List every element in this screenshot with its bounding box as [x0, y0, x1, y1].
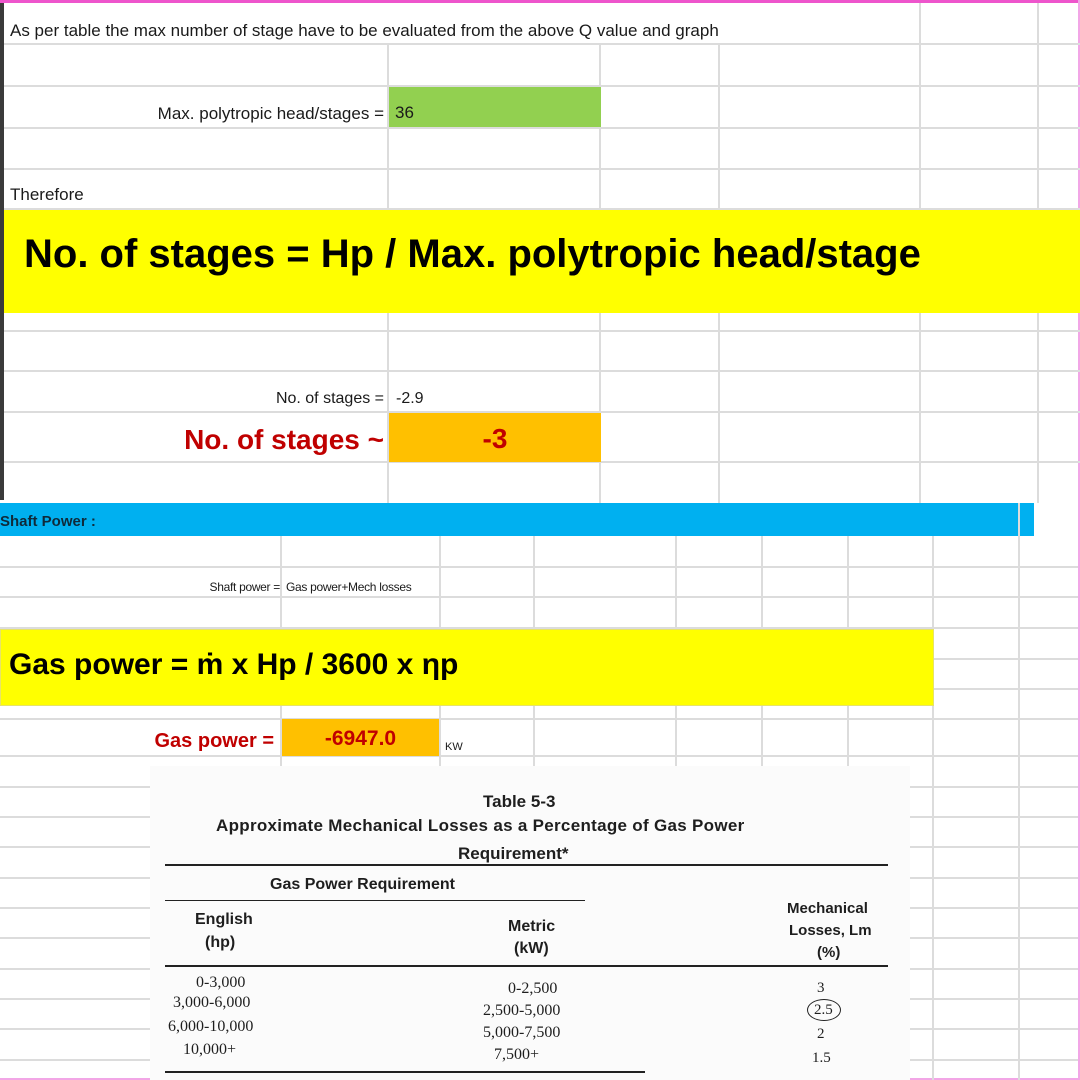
- gas-power-value: -6947.0: [324, 727, 397, 750]
- col-metric-line1: Metric: [508, 918, 556, 935]
- gas-power-unit: KW: [445, 741, 463, 753]
- max-head-cell[interactable]: [389, 87, 601, 127]
- therefore-label: Therefore: [10, 185, 84, 204]
- frame-top-border: [0, 0, 1080, 3]
- cell-english: 6,000-10,000: [168, 1018, 254, 1035]
- cell-metric: 7,500+: [494, 1046, 540, 1063]
- gas-power-cell[interactable]: [282, 719, 439, 756]
- table-caption: Table 5-3: [483, 792, 556, 811]
- col-loss-line3: (%): [817, 944, 841, 961]
- cell-metric: 5,000-7,500: [483, 1024, 561, 1041]
- table-title-line1: Approximate Mechanical Losses as a Percentage of Gas Power: [216, 816, 745, 835]
- shaft-power-header: Shaft Power :: [0, 513, 96, 530]
- cell-english: 0-3,000: [196, 974, 246, 991]
- cell-loss: 2: [817, 1026, 825, 1042]
- gas-power-formula-text: Gas power = ṁ x Hp / 3600 x ηp: [9, 648, 459, 681]
- gas-power-label: Gas power =: [154, 730, 274, 752]
- col-english-line2: (hp): [205, 934, 236, 951]
- reference-table-image: [150, 766, 910, 1080]
- cell-english: 3,000-6,000: [173, 994, 251, 1011]
- cell-english: 10,000+: [183, 1041, 237, 1058]
- group-header: Gas Power Requirement: [270, 876, 455, 893]
- stages-approx-cell[interactable]: [389, 413, 601, 462]
- col-metric-line2: (kW): [514, 940, 549, 957]
- cell-loss: 2.5: [814, 1002, 833, 1018]
- cell-loss: 3: [817, 980, 825, 996]
- max-head-label: Max. polytropic head/stages =: [157, 104, 384, 123]
- shaft-power-header-bar: [0, 503, 1034, 536]
- cell-loss: 1.5: [812, 1050, 831, 1066]
- stages-formula-text: No. of stages = Hp / Max. polytropic head/stage: [24, 232, 921, 276]
- col-english-line1: English: [195, 911, 253, 928]
- stages-approx-value: -3: [482, 423, 508, 454]
- max-head-value: 36: [395, 103, 414, 122]
- table-title-line2: Requirement*: [458, 844, 569, 863]
- gas-power-formula-banner: [0, 629, 934, 706]
- stages-calc-value[interactable]: -2.9: [396, 390, 424, 407]
- stages-formula-banner: [4, 210, 1080, 313]
- stages-approx-label: No. of stages ~: [184, 424, 384, 455]
- stages-calc-label: No. of stages =: [275, 390, 384, 407]
- cell-metric: 2,500-5,000: [483, 1002, 561, 1019]
- col-loss-line1: Mechanical: [787, 900, 868, 917]
- cell-metric: 0-2,500: [508, 980, 558, 997]
- shaft-power-label: Shaft power =: [209, 580, 280, 594]
- intro-text: As per table the max number of stage have to be evaluated from the above Q value and graph: [10, 21, 719, 40]
- shaft-power-value[interactable]: Gas power+Mech losses: [286, 580, 412, 594]
- col-loss-line2: Losses, Lm: [789, 922, 872, 939]
